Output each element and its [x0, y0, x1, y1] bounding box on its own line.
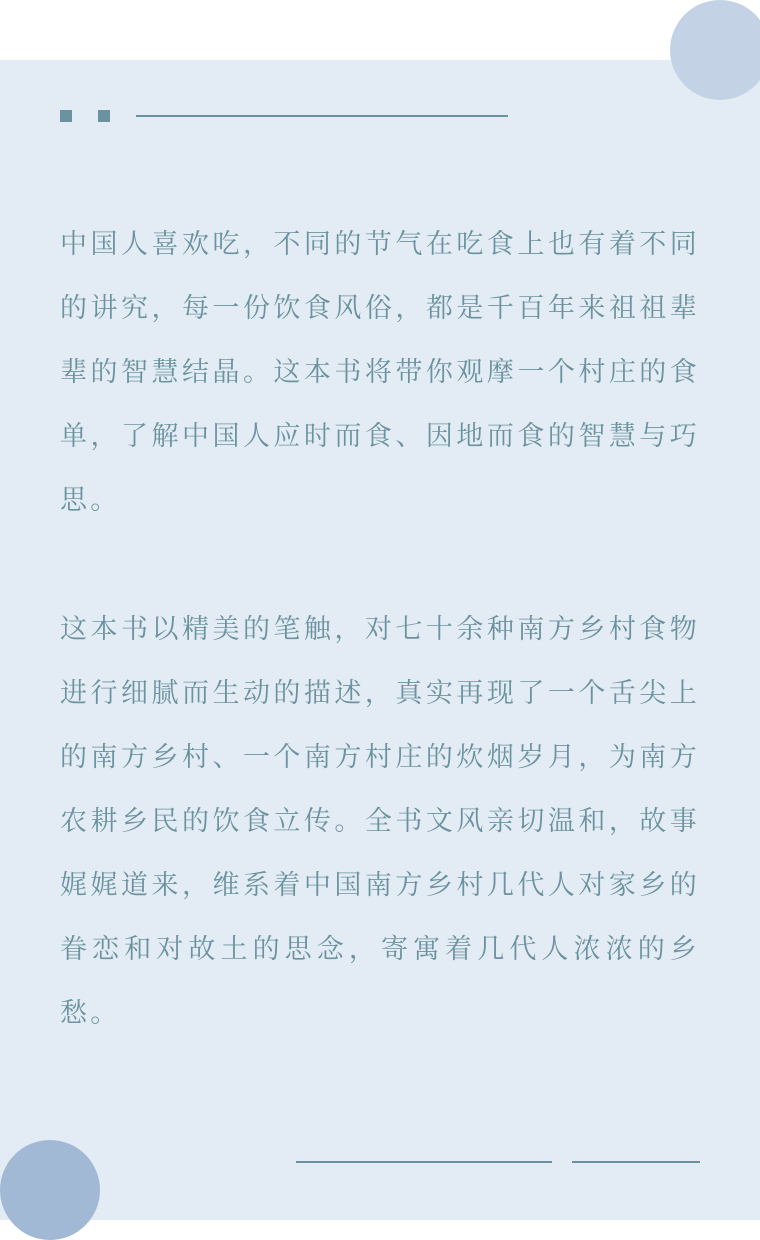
decorative-circle-top — [670, 0, 760, 100]
paragraph-2: 这本书以精美的笔触，对七十余种南方乡村食物进行细腻而生动的描述，真实再现了一个舌尖上的南方乡村、一个南方村庄的炊烟岁月，为南方农耕乡民的饮食立传。全书文风亲切温和，故事娓娓道来，维系着中国南方乡村几代人对家乡的眷恋和对故土的思念，寄寓着几代人浓浓的乡愁。 — [60, 614, 700, 1029]
decorative-line-top — [136, 115, 508, 117]
decorative-square-2 — [98, 110, 110, 122]
decorative-square-1 — [60, 110, 72, 122]
decorative-circle-bottom — [0, 1140, 100, 1240]
decorative-line-bottom-long — [296, 1161, 552, 1163]
decorative-line-bottom-short — [572, 1161, 700, 1163]
paragraph-1: 中国人喜欢吃，不同的节气在吃食上也有着不同的讲究，每一份饮食风俗，都是千百年来祖祖辈辈的智慧结晶。这本书将带你观摩一个村庄的食单，了解中国人应时而食、因地而食的智慧与巧思。 — [60, 229, 700, 516]
